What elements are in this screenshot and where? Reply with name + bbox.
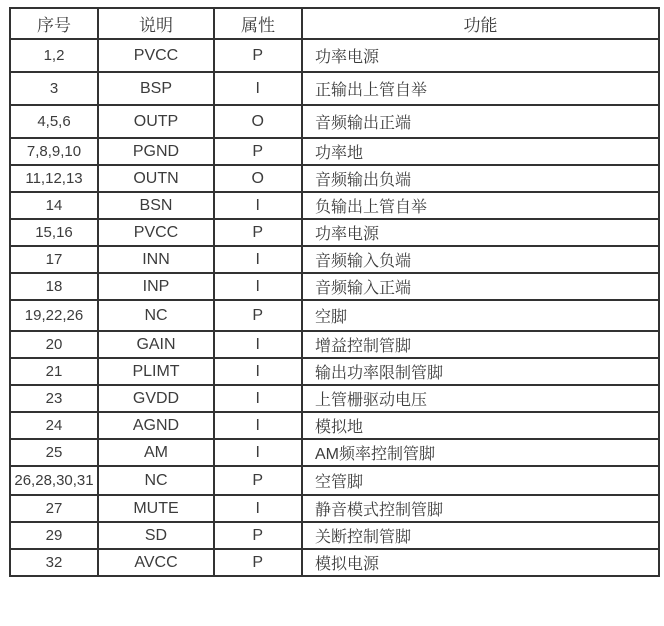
table-row — [10, 39, 659, 72]
cell-function: 音频输出正端 — [302, 105, 659, 138]
cell-pin-number: 23 — [10, 385, 98, 412]
table-row — [10, 385, 659, 412]
cell-attribute: O — [214, 165, 302, 192]
cell-attribute: I — [214, 331, 302, 358]
cell-pin-number: 24 — [10, 412, 98, 439]
pin-function-table — [9, 7, 660, 577]
table-row — [10, 522, 659, 549]
cell-pin-name: PVCC — [98, 39, 214, 72]
cell-pin-name: AVCC — [98, 549, 214, 576]
cell-function: 功率地 — [302, 138, 659, 165]
table-row — [10, 246, 659, 273]
cell-pin-name: OUTP — [98, 105, 214, 138]
cell-function: 负输出上管自举 — [302, 192, 659, 219]
cell-function: 空管脚 — [302, 466, 659, 495]
table-row — [10, 273, 659, 300]
cell-function: 关断控制管脚 — [302, 522, 659, 549]
cell-pin-name: AM — [98, 439, 214, 466]
cell-pin-name: BSP — [98, 72, 214, 105]
cell-attribute: I — [214, 246, 302, 273]
cell-pin-number: 26,28,30,31 — [10, 466, 98, 495]
cell-pin-name: BSN — [98, 192, 214, 219]
cell-attribute: O — [214, 105, 302, 138]
table-header-row — [10, 8, 659, 39]
cell-pin-name: GAIN — [98, 331, 214, 358]
cell-attribute: I — [214, 358, 302, 385]
cell-function: 上管栅驱动电压 — [302, 385, 659, 412]
cell-pin-name: INN — [98, 246, 214, 273]
cell-pin-name: PLIMT — [98, 358, 214, 385]
cell-pin-number: 25 — [10, 439, 98, 466]
cell-pin-name: PGND — [98, 138, 214, 165]
cell-pin-name: GVDD — [98, 385, 214, 412]
cell-attribute: P — [214, 219, 302, 246]
cell-pin-number: 29 — [10, 522, 98, 549]
cell-function: 功率电源 — [302, 39, 659, 72]
cell-function: 正输出上管自举 — [302, 72, 659, 105]
cell-attribute: I — [214, 385, 302, 412]
table-row — [10, 300, 659, 331]
table-row — [10, 219, 659, 246]
cell-pin-number: 7,8,9,10 — [10, 138, 98, 165]
table-body — [10, 39, 659, 576]
table-row — [10, 466, 659, 495]
cell-function: 静音模式控制管脚 — [302, 495, 659, 522]
cell-attribute: I — [214, 412, 302, 439]
cell-attribute: I — [214, 439, 302, 466]
cell-attribute: I — [214, 273, 302, 300]
cell-function: 音频输入负端 — [302, 246, 659, 273]
table-row — [10, 105, 659, 138]
cell-pin-number: 18 — [10, 273, 98, 300]
cell-pin-name: NC — [98, 466, 214, 495]
cell-pin-name: AGND — [98, 412, 214, 439]
cell-pin-name: NC — [98, 300, 214, 331]
cell-function: 功率电源 — [302, 219, 659, 246]
cell-pin-number: 11,12,13 — [10, 165, 98, 192]
cell-pin-number: 32 — [10, 549, 98, 576]
cell-pin-name: SD — [98, 522, 214, 549]
cell-attribute: I — [214, 495, 302, 522]
cell-attribute: P — [214, 300, 302, 331]
cell-pin-number: 27 — [10, 495, 98, 522]
cell-pin-number: 19,22,26 — [10, 300, 98, 331]
header-pin-number: 序号 — [10, 8, 98, 39]
table-row — [10, 549, 659, 576]
table-row — [10, 495, 659, 522]
cell-attribute: I — [214, 72, 302, 105]
table-row — [10, 358, 659, 385]
cell-function: 空脚 — [302, 300, 659, 331]
cell-attribute: P — [214, 39, 302, 72]
cell-pin-number: 20 — [10, 331, 98, 358]
cell-pin-name: INP — [98, 273, 214, 300]
cell-attribute: P — [214, 522, 302, 549]
cell-pin-number: 15,16 — [10, 219, 98, 246]
cell-pin-name: OUTN — [98, 165, 214, 192]
table-row — [10, 412, 659, 439]
cell-pin-number: 3 — [10, 72, 98, 105]
header-pin-name: 说明 — [98, 8, 214, 39]
table-row — [10, 165, 659, 192]
cell-pin-number: 14 — [10, 192, 98, 219]
cell-pin-number: 1,2 — [10, 39, 98, 72]
cell-function: 增益控制管脚 — [302, 331, 659, 358]
cell-pin-number: 17 — [10, 246, 98, 273]
header-attribute: 属性 — [214, 8, 302, 39]
cell-pin-name: MUTE — [98, 495, 214, 522]
cell-pin-number: 4,5,6 — [10, 105, 98, 138]
cell-function: 输出功率限制管脚 — [302, 358, 659, 385]
table-row — [10, 331, 659, 358]
cell-function: 音频输出负端 — [302, 165, 659, 192]
table-row — [10, 192, 659, 219]
cell-function: 模拟地 — [302, 412, 659, 439]
cell-attribute: P — [214, 466, 302, 495]
cell-function: 音频输入正端 — [302, 273, 659, 300]
header-function: 功能 — [302, 8, 659, 39]
cell-pin-number: 21 — [10, 358, 98, 385]
cell-attribute: I — [214, 192, 302, 219]
cell-attribute: P — [214, 138, 302, 165]
cell-attribute: P — [214, 549, 302, 576]
cell-function: AM频率控制管脚 — [302, 439, 659, 466]
table-row — [10, 72, 659, 105]
table-row — [10, 138, 659, 165]
table-row — [10, 439, 659, 466]
cell-function: 模拟电源 — [302, 549, 659, 576]
cell-pin-name: PVCC — [98, 219, 214, 246]
